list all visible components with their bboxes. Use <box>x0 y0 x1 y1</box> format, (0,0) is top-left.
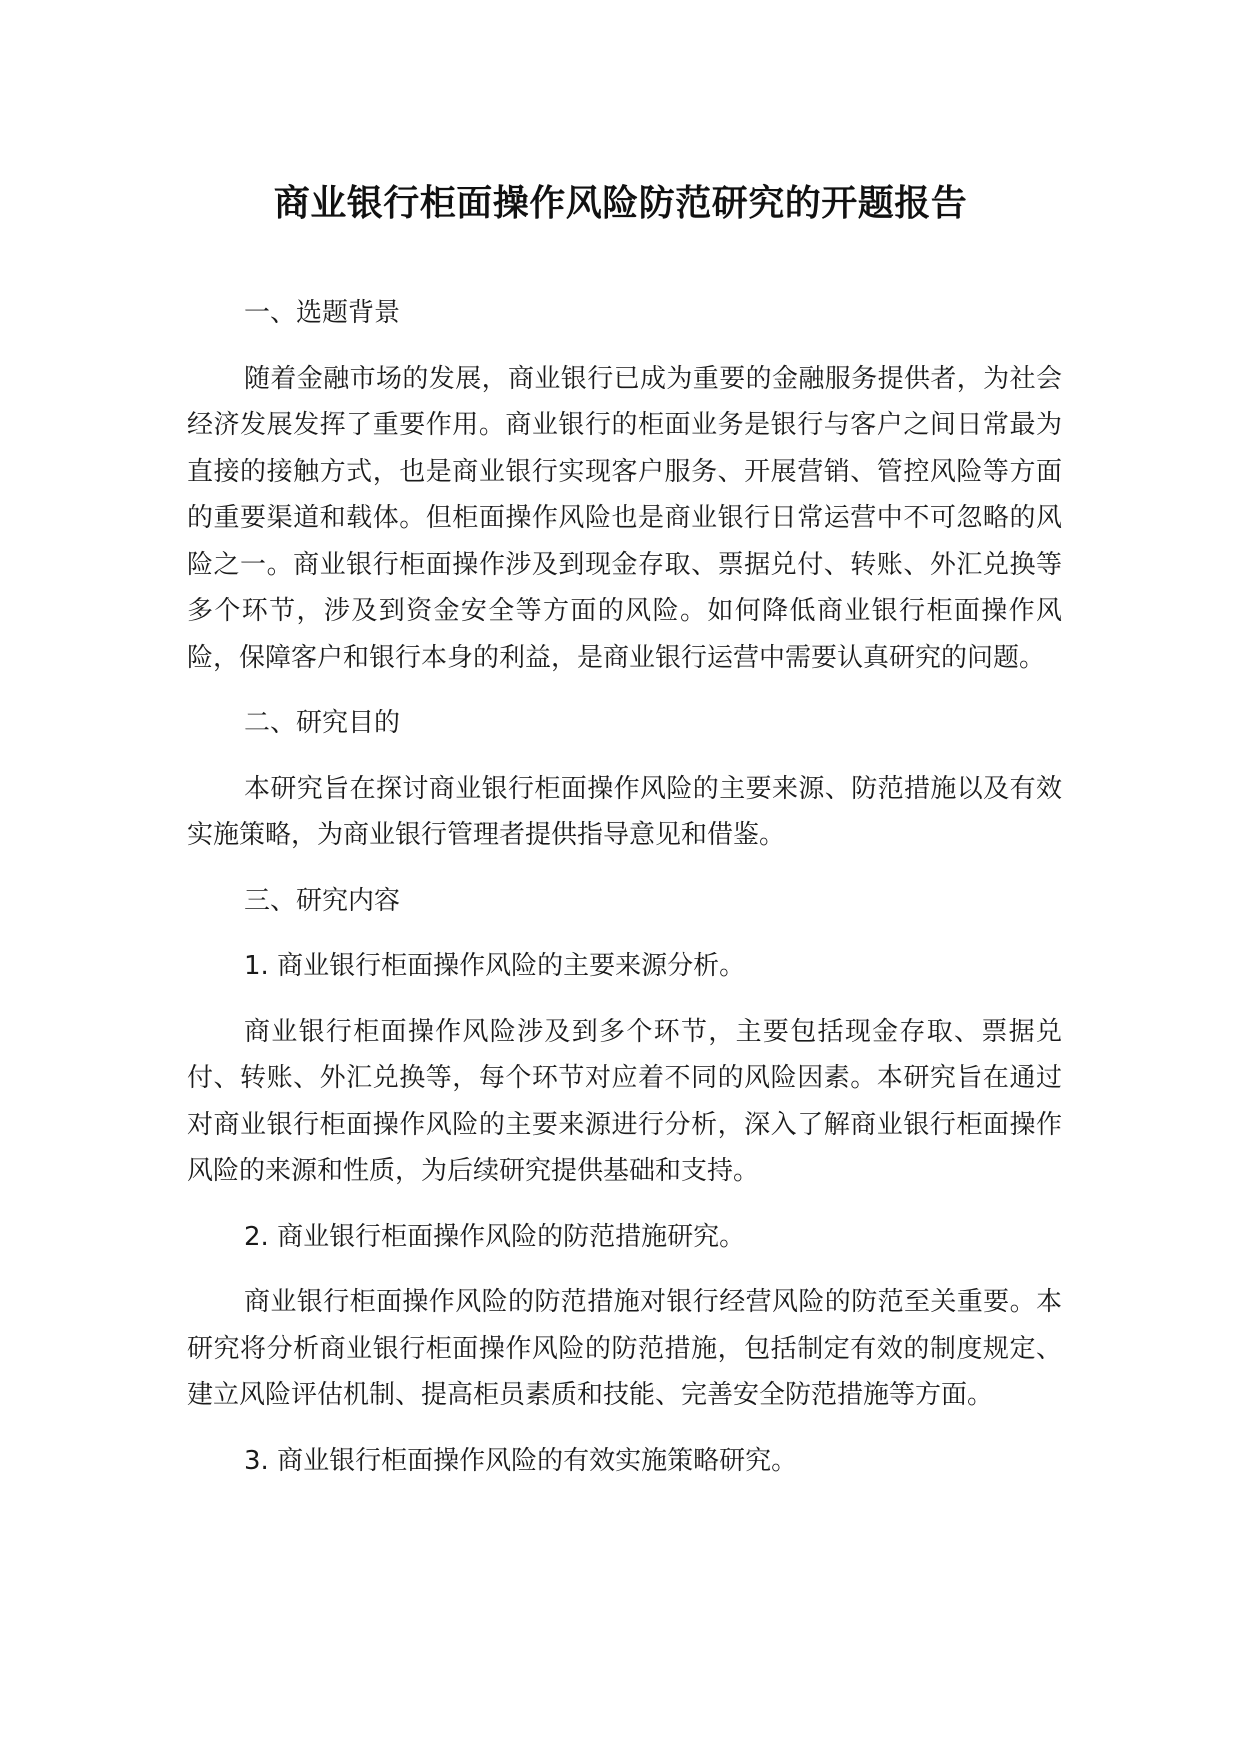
section-heading-purpose: 二、研究目的 <box>244 708 401 738</box>
document-title: 商业银行柜面操作风险防范研究的开题报告 <box>273 183 968 224</box>
content-item-1: 1. 商业银行柜面操作风险的主要来源分析。 <box>244 951 746 981</box>
content-item-1-paragraph: 商业银行柜面操作风险涉及到多个环节，主要包括现金存取、票据兑付、转账、外汇兑换等，每个环节对应着不同的风险因素。本研究旨在通过对商业银行柜面操作风险的主要来源进行分析，深入了解商业银行柜面操作风险的来源和性质，为后续研究提供基础和支持。 <box>187 1016 1062 1186</box>
content-item-2-paragraph: 商业银行柜面操作风险的防范措施对银行经营风险的防范至关重要。本研究将分析商业银行柜面操作风险的防范措施，包括制定有效的制度规定、建立风险评估机制、提高柜员素质和技能、完善安全防范措施等方面。 <box>187 1287 1062 1410</box>
content-item-2: 2. 商业银行柜面操作风险的防范措施研究。 <box>244 1221 746 1252</box>
section-paragraph-purpose: 本研究旨在探讨商业银行柜面操作风险的主要来源、防范措施以及有效实施策略，为商业银行管理者提供指导意见和借鉴。 <box>187 773 1062 850</box>
document-body <box>187 290 1062 1503</box>
section-heading-content: 三、研究内容 <box>244 885 401 916</box>
section-heading-background: 一、选题背景 <box>244 298 401 328</box>
section-paragraph-background: 随着金融市场的发展，商业银行已成为重要的金融服务提供者，为社会经济发展发挥了重要作用。商业银行的柜面业务是银行与客户之间日常最为直接的接触方式，也是商业银行实现客户服务、开展营销、管控风险等方面的重要渠道和载体。但柜面操作风险也是商业银行日常运营中不可忽略的风险之一。商业银行柜面操作涉及到现金存取、票据兑付、转账、外汇兑换等多个环节，涉及到资金安全等方面的风险。如何降低商业银行柜面操作风险，保障客户和银行本身的利益，是商业银行运营中需要认真研究的问题。 <box>187 363 1062 673</box>
content-item-3: 3. 商业银行柜面操作风险的有效实施策略研究。 <box>244 1445 798 1476</box>
